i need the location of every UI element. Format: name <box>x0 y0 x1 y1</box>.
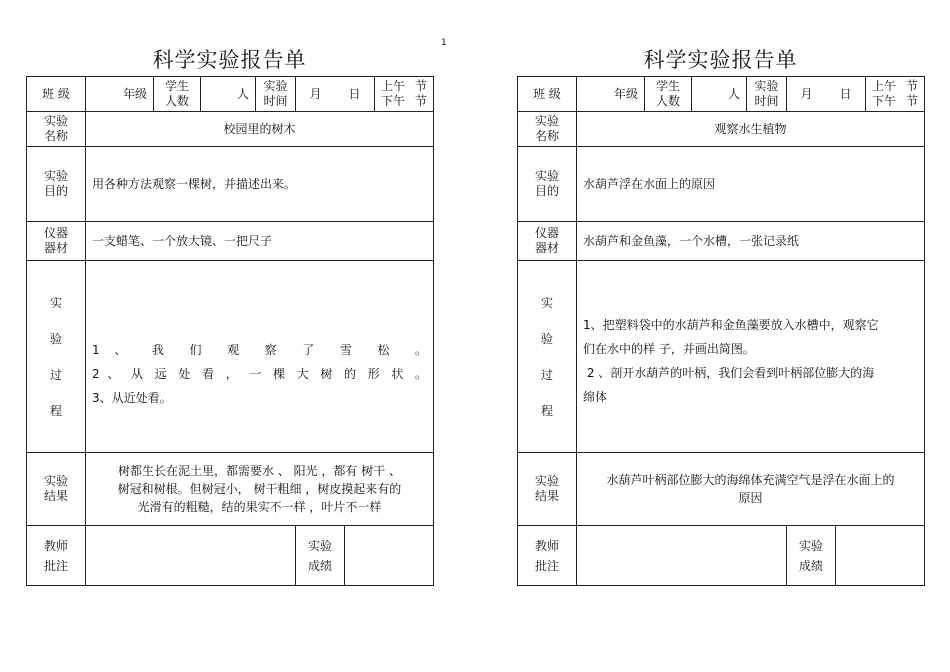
result-text: 水葫芦叶柄部位膨大的海绵体充满空气是浮在水面上的 原因 <box>577 453 925 526</box>
result-label: 实验 结果 <box>27 453 86 526</box>
score-label: 实验 成绩 <box>787 526 836 586</box>
report-sheet-right <box>517 44 924 586</box>
equipment-list: 一支蜡笔、一个放大镜、一把尺子 <box>86 222 434 261</box>
report-table <box>26 76 434 586</box>
experiment-purpose: 用各种方法观察一棵树，并描述出来。 <box>86 147 434 222</box>
score-field[interactable] <box>836 526 925 586</box>
result-label: 实验 结果 <box>518 453 577 526</box>
teacher-note-field[interactable] <box>86 526 296 586</box>
time-label: 实验 时间 <box>747 77 787 112</box>
teacher-note-label: 教师 批注 <box>27 526 86 586</box>
teacher-note-label: 教师 批注 <box>518 526 577 586</box>
score-label: 实验 成绩 <box>296 526 345 586</box>
students-label: 学生 人数 <box>154 77 201 112</box>
people-unit: 人 <box>201 77 256 112</box>
date-field[interactable]: 月 日 <box>296 77 375 112</box>
name-label: 实验 名称 <box>27 112 86 147</box>
date-field[interactable]: 月 日 <box>787 77 866 112</box>
process-text: 1 、 我 们 观 察 了 雪 松 。 2 、 从 远 处 看 ， 一 棵 大 树 的 形 状 。 3、从近处看。 <box>86 261 434 453</box>
period-field[interactable]: 上午 节 下午 节 <box>866 77 925 112</box>
purpose-label: 实验 目的 <box>518 147 577 222</box>
teacher-note-field[interactable] <box>577 526 787 586</box>
grade-label: 年级 <box>86 77 154 112</box>
equipment-list: 水葫芦和金鱼藻，一个水槽，一张记录纸 <box>577 222 925 261</box>
period-field[interactable]: 上午 节 下午 节 <box>375 77 434 112</box>
score-field[interactable] <box>345 526 434 586</box>
report-table <box>517 76 925 586</box>
class-label: 班 级 <box>518 77 577 112</box>
result-text: 树都生长在泥土里，都需要水 、 阳光 ，都有 树干 、 树冠和树根。但树冠小， 树干粗细 ，树皮摸起来有的 光滑有的粗糙，结的果实不一样 ，叶片不一样 <box>86 453 434 526</box>
purpose-label: 实验 目的 <box>27 147 86 222</box>
name-label: 实验 名称 <box>518 112 577 147</box>
sheet-title: 科学实验报告单 <box>643 48 798 72</box>
equipment-label: 仪器 器材 <box>27 222 86 261</box>
equipment-label: 仪器 器材 <box>518 222 577 261</box>
grade-label: 年级 <box>577 77 645 112</box>
time-label: 实验 时间 <box>256 77 296 112</box>
people-unit: 人 <box>692 77 747 112</box>
process-label: 实 验 过 程 <box>518 261 577 453</box>
sheet-title: 科学实验报告单 <box>152 48 307 72</box>
experiment-name: 校园里的树木 <box>86 112 434 147</box>
class-label: 班 级 <box>27 77 86 112</box>
report-sheet-left <box>26 44 433 586</box>
students-label: 学生 人数 <box>645 77 692 112</box>
page-number: 1 <box>441 38 447 48</box>
process-text: 1、把塑料袋中的水葫芦和金鱼藻要放入水槽中，观察它 们在水中的样 子，并画出简图。 2 、剖开水葫芦的叶柄，我们会看到叶柄部位膨大的海 绵体 <box>577 261 925 453</box>
experiment-name: 观察水生植物 <box>577 112 925 147</box>
process-label: 实 验 过 程 <box>27 261 86 453</box>
experiment-purpose: 水葫芦浮在水面上的原因 <box>577 147 925 222</box>
